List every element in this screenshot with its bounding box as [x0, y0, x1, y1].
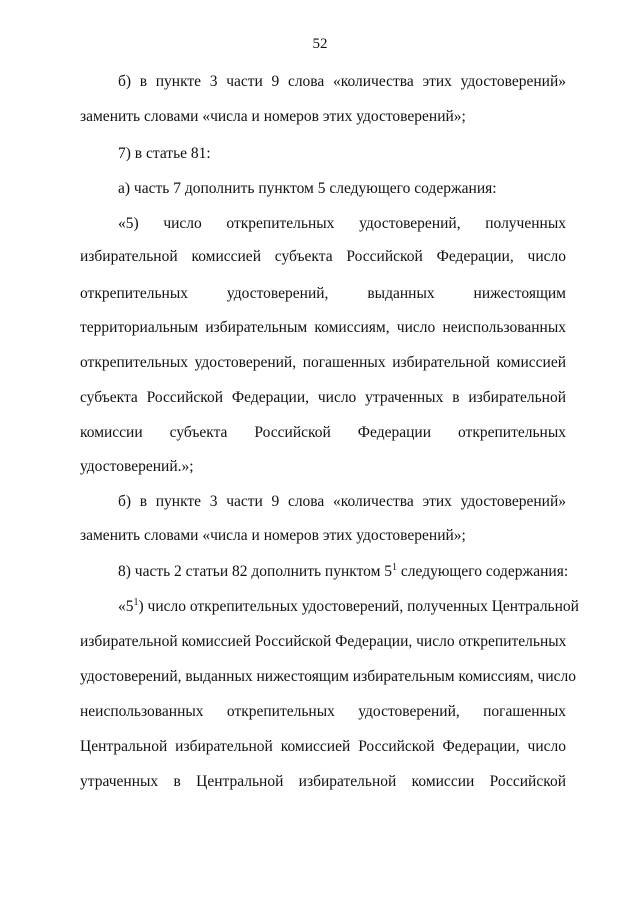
text-line-content: территориальным избирательным комиссиям, число неиспользованных	[80, 319, 566, 336]
text-line-content: б) в пункте 3 части 9 слова «количества этих удостоверений»	[118, 493, 566, 510]
text-line-content: «5) число открепительных удостоверений, полученных	[118, 215, 566, 232]
text-line-content: заменить словами «числа и номеров этих удостоверений»;	[80, 527, 466, 544]
text-line	[118, 179, 566, 199]
text-line	[118, 144, 566, 164]
text-line	[118, 596, 579, 617]
text-line	[80, 388, 566, 408]
text-line-content: открепительных удостоверений, погашенных избирательной комиссией	[80, 354, 566, 371]
text-line	[80, 457, 566, 477]
text-line-content: утраченных в Центральной избирательной комиссии Российской	[80, 773, 566, 790]
text-line-content: б) в пункте 3 части 9 слова «количества этих удостоверений»	[118, 73, 566, 90]
text-line-content: открепительных удостоверений, выданных нижестоящим	[80, 285, 566, 302]
text-line-content: 8) часть 2 статьи 82 дополнить пунктом 5	[118, 563, 393, 580]
text-line-content: избирательной комиссией Российской Федерации, число открепительных	[80, 633, 567, 650]
text-line-content: а) часть 7 дополнить пунктом 5 следующего содержания:	[118, 180, 497, 197]
text-line	[80, 632, 566, 652]
text-line	[118, 214, 566, 234]
text-line-content: заменить словами «числа и номеров этих удостоверений»;	[80, 108, 466, 125]
text-line	[118, 492, 566, 512]
text-line	[80, 318, 566, 338]
text-line-content: «5	[118, 598, 134, 615]
text-line	[80, 737, 566, 757]
text-line	[80, 423, 566, 443]
text-line	[80, 247, 566, 267]
text-line-continuation: следующего содержания:	[397, 563, 569, 580]
text-line	[80, 107, 566, 127]
text-line-continuation: ) число открепительных удостоверений, полученных Центральной	[138, 598, 579, 615]
text-line-content: субъекта Российской Федерации, число утраченных в избирательной	[80, 389, 566, 406]
text-line-content: неиспользованных открепительных удостоверений, погашенных	[80, 703, 566, 720]
text-line	[80, 353, 566, 373]
text-line-content: комиссии субъекта Российской Федерации открепительных	[80, 424, 566, 441]
text-line	[80, 772, 566, 792]
text-line	[80, 702, 566, 722]
superscript: 1	[392, 561, 398, 573]
text-line	[80, 284, 566, 304]
text-line	[80, 667, 576, 687]
text-line-content: 7) в статье 81:	[118, 145, 211, 162]
text-line	[80, 526, 566, 546]
text-line-content: удостоверений, выданных нижестоящим избирательным комиссиям, число	[80, 668, 576, 685]
page-number: 52	[312, 36, 328, 52]
text-line	[118, 72, 566, 92]
text-line	[118, 561, 569, 582]
text-line-content: избирательной комиссией субъекта Российской Федерации, число	[80, 248, 566, 265]
superscript: 1	[133, 596, 139, 608]
text-line-content: Центральной избирательной комиссией Российской Федерации, число	[80, 738, 566, 755]
text-line-content: удостоверений.»;	[80, 458, 194, 475]
